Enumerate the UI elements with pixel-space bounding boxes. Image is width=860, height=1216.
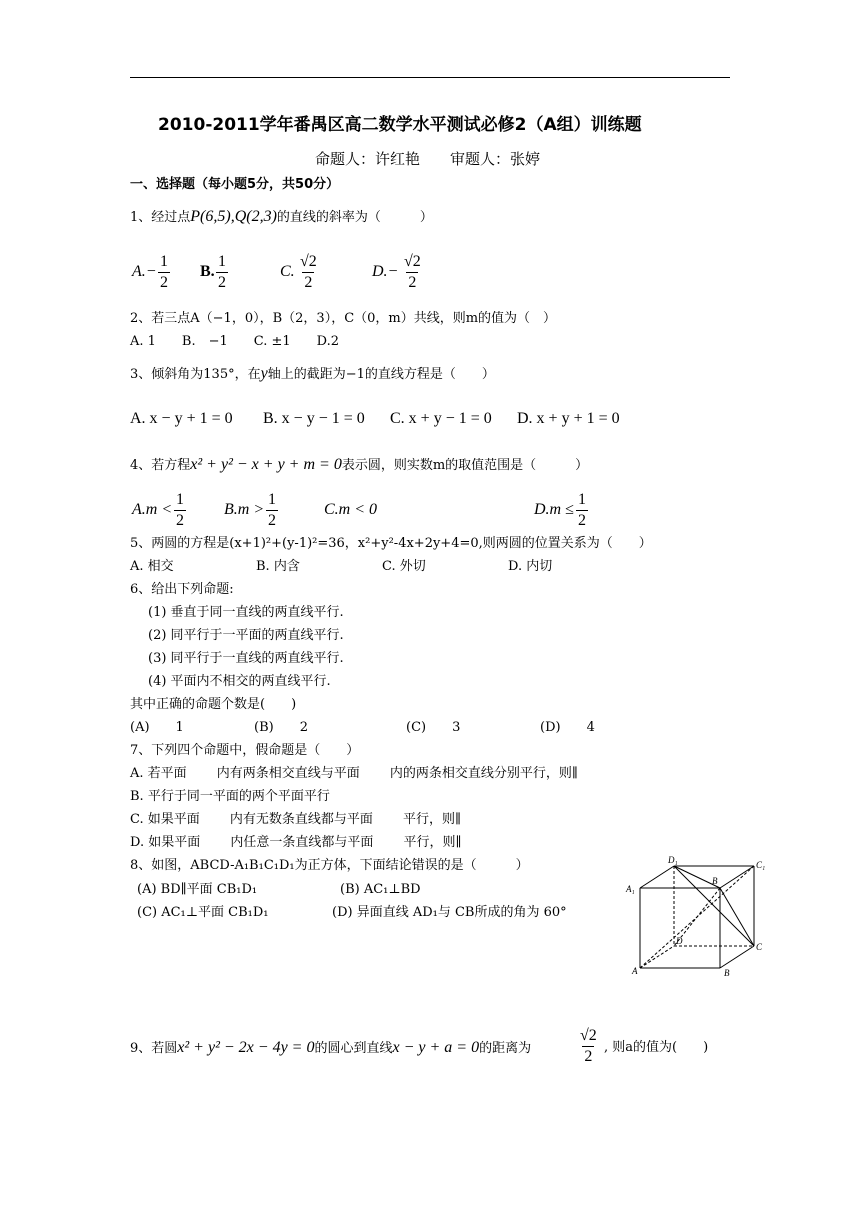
q7-option-b: B. 平行于同一平面的两个平面平行 bbox=[130, 789, 330, 804]
q1-stem: 1、经过点P(6,5),Q(2,3)的直线的斜率为（ ） bbox=[130, 208, 433, 225]
q1-option-d-fraction: $\frac{√2}{2}$ bbox=[404, 253, 421, 291]
q2-stem: 2、若三点A（−1，0），B（2，3），C（0，m）共线，则m的值为（ ） bbox=[130, 311, 557, 326]
q3-option-d: D. x + y + 1 = 0 bbox=[517, 410, 620, 427]
cube-figure bbox=[622, 854, 770, 982]
q6-stem: 6、给出下列命题: bbox=[130, 582, 234, 597]
q7-option-c: C. 如果平面 内有无数条直线都与平面 平行，则∥ bbox=[130, 812, 462, 827]
byline: 命题人：许红艳 审题人：张婷 bbox=[315, 150, 541, 168]
q8-option-b: (B) AC₁⊥BD bbox=[340, 882, 421, 897]
q8-option-c: (C) AC₁⊥平面 CB₁D₁ bbox=[137, 905, 269, 920]
q5-option-a: A. 相交 bbox=[130, 559, 174, 574]
q4-option-a-fraction: $\frac{1}{2}$ bbox=[176, 491, 184, 529]
q8-stem: 8、如图，ABCD-A₁B₁C₁D₁为正方体，下面结论错误的是（ ） bbox=[130, 858, 529, 873]
q6-tail: 其中正确的命题个数是( ) bbox=[130, 697, 297, 712]
q6-item-4: (4) 平面内不相交的两直线平行. bbox=[148, 674, 331, 689]
q6-item-2: (2) 同平行于一平面的两直线平行. bbox=[148, 628, 344, 643]
q5-option-c: C. 外切 bbox=[382, 559, 426, 574]
cube-label-a: A bbox=[632, 966, 638, 976]
header-rule bbox=[130, 77, 730, 78]
q7-option-a: A. 若平面 内有两条相交直线与平面 内的两条相交直线分别平行，则∥ bbox=[130, 766, 578, 781]
cube-label-b1: B bbox=[712, 876, 718, 886]
q7-stem: 7、下列四个命题中，假命题是（ ） bbox=[130, 743, 360, 758]
q5-option-d: D. 内切 bbox=[508, 559, 553, 574]
q4-option-d-label: D.m ≤ bbox=[534, 501, 574, 518]
q5-stem: 5、两圆的方程是(x+1)²+(y-1)²=36，x²+y²-4x+2y+4=0,则两圆的位置关系为（ ） bbox=[130, 536, 652, 551]
q4-option-a-label: A.m < bbox=[132, 501, 173, 518]
cube-label-c: C bbox=[756, 942, 763, 952]
q6-option-c: (C) 3 bbox=[406, 720, 461, 735]
section-heading: 一、选择题（每小题5分，共50分） bbox=[130, 177, 340, 192]
cube-label-c1: C₁ bbox=[756, 860, 766, 870]
q1-option-c-label: C. bbox=[280, 263, 295, 280]
q6-option-d: (D) 4 bbox=[540, 720, 595, 735]
q1-option-a-label: A.− bbox=[132, 263, 157, 280]
q8-option-d: (D) 异面直线 AD₁与 CB所成的角为 60° bbox=[332, 905, 567, 920]
q1-option-d-label: D.− bbox=[372, 263, 399, 280]
q4-option-c: C.m < 0 bbox=[324, 501, 378, 518]
page-title: 2010-2011学年番禺区高二数学水平测试必修2（A组）训练题 bbox=[158, 115, 642, 135]
q7-option-d: D. 如果平面 内任意一条直线都与平面 平行，则∥ bbox=[130, 835, 462, 850]
q6-option-a: (A) 1 bbox=[130, 720, 184, 735]
q6-item-1: (1) 垂直于同一直线的两直线平行. bbox=[148, 605, 344, 620]
q1-option-a-fraction: $\frac{1}{2}$ bbox=[160, 253, 168, 291]
q4-option-b-label: B.m > bbox=[224, 501, 265, 518]
cube-label-d1: D₁ bbox=[668, 855, 678, 865]
q3-option-b: B. x − y − 1 = 0 bbox=[263, 410, 365, 427]
cube-label-d: D bbox=[676, 936, 683, 946]
q2-options: A. 1 B. −1 C. ±1 D.2 bbox=[130, 334, 340, 349]
q4-stem: 4、若方程x² + y² − x + y + m = 0表示圆，则实数m的取值范围是（ ） bbox=[130, 456, 589, 473]
q3-stem: 3、倾斜角为135°，在y轴上的截距为−1的直线方程是（ ） bbox=[130, 365, 495, 382]
q8-option-a: (A) BD∥平面 CB₁D₁ bbox=[137, 882, 258, 897]
q3-option-c: C. x + y − 1 = 0 bbox=[390, 410, 492, 427]
q1-option-b-fraction: $\frac{1}{2}$ bbox=[218, 253, 226, 291]
q9-tail: , 则a的值为( ) bbox=[604, 1040, 709, 1055]
q5-option-b: B. 内含 bbox=[256, 559, 300, 574]
q6-item-3: (3) 同平行于一直线的两直线平行. bbox=[148, 651, 344, 666]
q4-option-b-fraction: $\frac{1}{2}$ bbox=[268, 491, 276, 529]
q6-option-b: (B) 2 bbox=[254, 720, 308, 735]
cube-label-b: B bbox=[724, 968, 730, 978]
q3-option-a: A. x − y + 1 = 0 bbox=[130, 410, 233, 427]
q1-option-c-fraction: $\frac{√2}{2}$ bbox=[300, 253, 317, 291]
q9-fraction: $\frac{√2}{2}$ bbox=[580, 1027, 597, 1065]
q1-option-b-label: B. bbox=[200, 263, 215, 280]
cube-label-a1: A₁ bbox=[626, 884, 635, 894]
q4-option-d-fraction: $\frac{1}{2}$ bbox=[578, 491, 586, 529]
q9-stem: 9、若圆x² + y² − 2x − 4y = 0的圆心到直线x − y + a = 0的距离为 bbox=[130, 1039, 532, 1056]
